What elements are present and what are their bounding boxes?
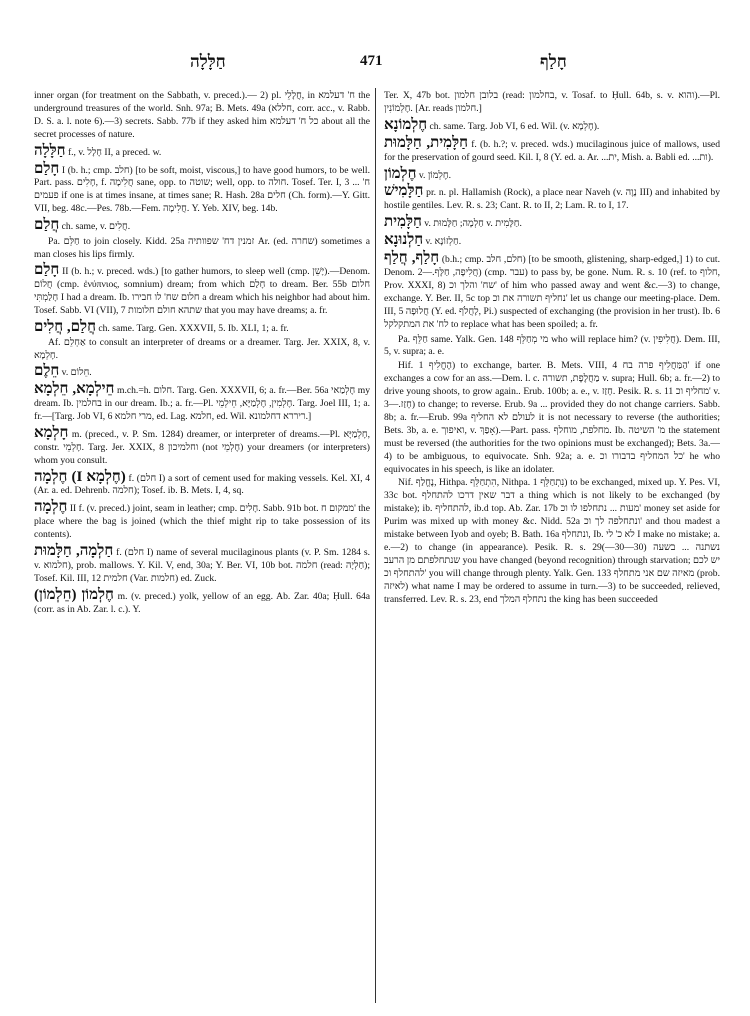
entry-text: m.ch.=h. חלום. Targ. Gen. XXXVII, 6; a. fr.—Ber. 56a חֶלְמַאי my dream. Ib. בחלמין in our dream. Ib.; a. fr.—Pl. חֶלְמִין, חֶלְמַיָּא, חֵילְמֵי. Targ. Joel III, 1; a. fr.—[Targ. Job VI, 6 מרי חלמא, ed. Lag. חלמא, ed. Wil. ריררא דחלמונא.] — [34, 385, 370, 422]
entry-headword: חַלָּמִית, חַלָּמוּת — [384, 134, 468, 151]
dictionary-entry — [384, 477, 720, 606]
dictionary-entry — [34, 263, 370, 318]
dictionary-entry — [34, 544, 370, 586]
entry-text: I (b. h.; cmp. חלב) [to be soft, moist, viscous,] to have good humors, to be well. Part. pass. חָלִים, f. חֲלִימָה sane, opp. to שוטה; well, opp. to חולה. Tosef. Ter. I, 3 ... ח' פעמים if one is at times insane, at times sane; R. Hash. 28a חלים (Ch. form).—Y. Gitt. VII, beg. 48c.—Pes. 78b.—Fem. חֲלִימָה. Y. Yeb. XIV, beg. 14b. — [34, 164, 370, 215]
entry-headword: חֵילְמָא, חֵלְמָא — [34, 381, 115, 398]
entry-text: Pa. חַלֵּף same. Yalk. Gen. 148 מי מְחַלֵּף who will replace him? (v. חֲלִיפִין). Dem. III, 5, v. supra; a. e. — [384, 333, 720, 358]
entry-text: Af. אַחְלֵם to consult an interpreter of dreams or a dreamer. Targ. Jer. XXIX, 8, v. חָלְמָא. — [34, 337, 370, 362]
dictionary-entry — [34, 320, 370, 336]
entry-headword: חָלַף, חֲלַף — [384, 250, 440, 267]
entry-headword: חַלְמָה, חַלָּמוּת — [34, 543, 114, 560]
dictionary-entry — [34, 364, 370, 380]
entry-headword: חֵלֶם — [34, 363, 60, 380]
dictionary-entry — [34, 162, 370, 217]
entry-text: m. (v. preced.) yolk, yellow of an egg. Ab. Zar. 40a; Ḥull. 64a (corr. as in Ab. Zar. l. c.). Y. — [34, 590, 370, 615]
entry-headword: חָלַם — [34, 160, 60, 177]
dictionary-entry — [384, 118, 720, 134]
dictionary-entry — [384, 215, 720, 231]
entry-text: Pa. חַלֵּם to join closely. Kidd. 25a זמנין דח' שפוותיה Ar. (ed. שחרה) sometimes a man closes his lips firmly. — [34, 236, 370, 260]
column-divider — [375, 88, 376, 1003]
entry-text: inner organ (for treatment on the Sabbath, v. preced.).— 2) pl. חֲלָלֵי, in ח' דעלמא the underground treasures of the world. Snh. 97a; B. Mets. 49a (חללא, corr. acc., v. Rabb. D. S. a. l. note 6).—3) secrets. Sabb. 77b if they asked him כל ח' דעלמא about all the secret processes of nature. — [34, 90, 370, 140]
right-running-head: חָלַף — [540, 52, 567, 71]
entry-headword: חֲלַם — [34, 217, 60, 234]
entry-text: v. חַלְזוֹנָא. — [425, 236, 462, 248]
entry-text: f. (b. h.?; v. preced. wds.) mucilaginous juice of mallows, used for the preservation of gourd seed. Kil. I, 8 (Y. ed. a. Ar. ...ית, Mish. a. Babli ed. ...ות). — [384, 138, 720, 163]
entry-text: v. חֶלְמוֹן. — [418, 169, 452, 181]
dictionary-entry — [34, 144, 370, 160]
entry-headword: חֶלְמָה — [34, 499, 68, 516]
right-column — [384, 90, 720, 1000]
entry-headword: חֶלְמוֹן (חֵלְמוֹן) — [34, 586, 114, 603]
entry-headword: חֶלְמוֹן — [384, 165, 417, 182]
dictionary-entry — [34, 500, 370, 542]
dictionary-entry — [34, 337, 370, 363]
dictionary-entry — [34, 382, 370, 424]
dictionary-entry — [384, 184, 720, 213]
entry-text: ch. same. Targ. Job VI, 6 ed. Wil. (v. חֶלְמָא). — [429, 120, 600, 132]
entry-text: ch. same, v. חֲלִים. — [61, 221, 131, 233]
dictionary-entry — [34, 236, 370, 262]
entry-text: v. חֵלוֹם. — [61, 367, 92, 379]
entry-headword: חַלָּמִישׁ — [384, 183, 424, 200]
entry-text: Nif. נֶחֱלַף, Hithpa. הִתְחַלֵּף, Nithpa. נִתְחַלֵּף 1) to be exchanged, mixed up. Y. Pes. VI, 33c bot. דבר שאין דרכו להתחלף a thing which is not likely to be exchanged (by mistake); ib. להתחליף, ib.d top. Ab. Zar. 17b מעות ... נתחלפו לו וכ' money set aside for Purim was mixed up with money &c. Nidd. 52a ונתחלפה לך וכ' and thou madest a mistake between Iyob and oyeb; B. Bath. 16a ונתחלף, Ib. לא כ' לי I make no mistake; a. e.—2) to change (in appearance). Pesik. R. s. 29(—30—30) נשתנה ... בשעה שנתחלפתם מן הרעב you have changed (beyond recognition) through starvation; יש לכם להתחלף וכ' you will change through plenty. Yalk. Gen. 133 מאיזה שם אני מתחלף (prob. לאיזה) what name I may be ordered to assume in turn.—3) to be succeeded, relieved, transferred. Lev. R. s. 23, end נתחלף המלך the king has been succeeded — [384, 477, 720, 605]
entry-text: Ter. X, 47b bot. בלובן חלמון (read: בחלמון, v. Tosaf. to Ḥull. 64b, s. v. והוא).—Pl. חֶלְמוֹנִין. [Ar. reads חלמון.] — [384, 90, 720, 114]
entry-text: II (b. h.; v. preced. wds.) [to gather humors, to sleep well (cmp. יָשֵׁן).—Denom. חֲלוֹם (cmp. ἐνύπνιος, somnium) dream; from which חָלַם to dream. Ber. 55b חלום חָלַמְתִּי I had a dream. Ib. חלום שח' לו חבירו a dream which his neighbor had about him. Tosef. Sabb. VI (VII), 7 שתהא חולם חלומות that you may have dreams; a. fr. — [34, 265, 370, 316]
dictionary-entry — [384, 233, 720, 249]
entry-headword: חָלַם — [34, 261, 60, 278]
entry-text: Hif. הֶחֱלִיף 1) to exchange, barter. B. Mets. VIII, 4 הַמַּחֲלִיף פרה בח' if one exchanges a cow for an ass.—Dem. l. c. מַחֲלֶפֶת, תשורה v. supra; Hull. 6b; a. fr.—2) to drive young shoots, to grow again.. Erub. 100b; a. e., v. חָזַז. Pesik. R. s. 11 מחליף וכ' v. חָזַז.—3) to change; to reverse. Erub. 9a ... provided they do not change carriers. Sabb. 8b; a. fr.—Erub. 99a לעולם לא החליף it is not necessary to reverse (the authorities; Bets. 3b, a. e. ואיפוך, v. אָפַךְ).—Part. pass. מחלפת, מוחלף. Ib. מ' השיטה the statement must be reversed (the authorities for the two opinions must be exchanged); Bets. 3a.—4) to be ambiguous, to equivocate. Snh. 92a; a. e. כל המחליף בדבורו וכ' he who equivocates in his speech, is like an idolater. — [384, 360, 720, 475]
entry-headword: חַלָּמִית — [384, 214, 422, 231]
entry-text: II f. (v. preced.) joint, seam in leather; cmp. חָלִים. Sabb. 91b bot. ממקום ח' the place where the bag is joined (which the thief might rip to take possession of its contents). — [34, 503, 370, 541]
entry-text: (b.h.; cmp. חלם, חלב) [to be smooth, glistening, sharp-edged,] 1) to cut. Denom. חֲלִיפָה, חַלָּף.—2) (cmp. עבר) to pass by, be gone. Num. R. s. 10 (ref. to חלוף, Prov. XXXI, 8) שח' והלך וכ' of him who passed away and went &c.—3) to change, exchange. Y. Ber. II, 5c top נחליף תשורה את וכ' let us change our meeting-place. Dem. III, 5 חֲלוּפָה (Y. ed. לָחֲלֹף, Pi.) suspected of exchanging (the provision in her trust). Ib. 6 לח' את המתקלקל to replace what has been spoiled; a. fr. — [384, 254, 720, 330]
dictionary-entry — [34, 426, 370, 468]
dictionary-entry — [34, 588, 370, 617]
dictionary-entry — [384, 136, 720, 165]
page-number: 471 — [360, 53, 383, 69]
entry-text: ch. same. Targ. Gen. XXXVII, 5. Ib. XLI, 1; a. fr. — [98, 322, 289, 334]
entry-headword: חַלָּלָה — [34, 142, 66, 159]
entry-headword: חָלְמָא — [34, 424, 69, 441]
entry-text: f., v. חָלָל II, a preced. w. — [67, 146, 162, 158]
entry-text: pr. n. pl. Hallamish (Rock), a place near Naveh (v. נָוֶה III) and inhabited by hostile gentiles. Lev. R. s. 23; Cant. R. to II, 2; Lam. R. to I, 17. — [384, 187, 720, 212]
entry-headword: חֲלַם, חֲלִים — [34, 318, 96, 335]
entry-headword: חֶלְמוֹנָא — [384, 116, 428, 133]
entry-text: v. חַלְמָה; חַלָּמוּת v. חַלָּמִית. — [424, 218, 522, 230]
left-column — [34, 90, 370, 1000]
dictionary-entry — [384, 360, 720, 476]
dictionary-entry — [34, 470, 370, 499]
entry-text: f. (חלם I) a sort of cement used for making vessels. Kel. XI, 4 (Ar. a. ed. Dehrenb. חלמה); Tosef. ib. B. Mets. I, 4, sq. — [34, 472, 370, 497]
entry-headword: חֶלְמָה (I חֶלְמָא) — [34, 468, 126, 485]
entry-headword: חַלְנוּנָא — [384, 232, 424, 249]
dictionary-entry — [384, 90, 720, 116]
dictionary-entry — [384, 167, 720, 183]
dictionary-entry — [384, 251, 720, 331]
page-header — [0, 52, 750, 76]
dictionary-entry — [384, 334, 720, 360]
entry-text: m. (preced., v. P. Sm. 1284) dreamer, or interpreter of dreams.—Pl. חָלְמַיָּא, constr. חָלְמֵי. Targ. Jer. XXIX, 8 וחלמיכון (not חֶלְמֵי) your dreamers (or interpreters) whom you consult. — [34, 428, 370, 466]
dictionary-entry — [34, 218, 370, 234]
left-running-head: חַלָּלָה — [190, 52, 226, 71]
dictionary-entry — [34, 90, 370, 142]
entry-text: f. (חלם I) name of several mucilaginous plants (v. P. Sm. 1284 s. v. חלמוא), prob. mallows. Y. Kil. V, end, 30a; Y. Ber. VI, 10b bot. חלמה (read: חַלְיָה); Tosef. Kil. III, 12 חלמית (Var. חלמות) ed. Zuck. — [34, 547, 370, 584]
